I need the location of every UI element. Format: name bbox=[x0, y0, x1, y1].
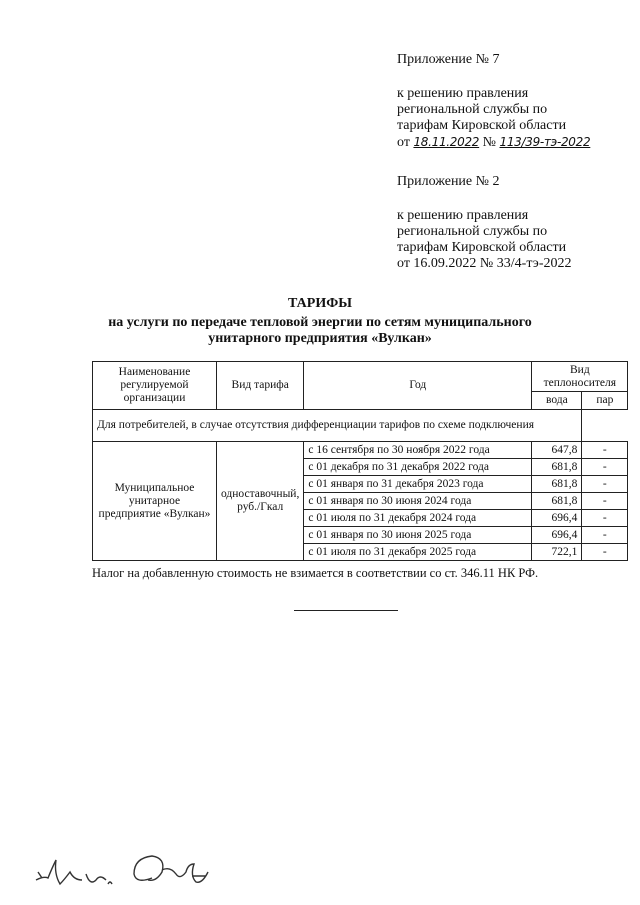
divider-line bbox=[294, 610, 398, 611]
doc-subtitle-line-1: на услуги по передаче тепловой энергии по сетям муниципального bbox=[108, 315, 532, 330]
water-value-cell: 681,8 bbox=[532, 476, 582, 493]
appendix-7-line-2: региональной службы по bbox=[397, 102, 548, 117]
appendix-2-line-4: от 16.09.2022 № 33/4-тэ-2022 bbox=[397, 256, 572, 271]
table-subheader: Для потребителей, в случае отсутствия дифференциации тарифов по схеме подключения bbox=[93, 410, 582, 442]
appendix-7-title: Приложение № 7 bbox=[397, 52, 500, 67]
appendix-2-line-1: к решению правления bbox=[397, 208, 529, 223]
period-cell: с 01 декабря по 31 декабря 2022 года bbox=[304, 459, 532, 476]
tariff-type-cell: одноставочный, руб./Гкал bbox=[217, 442, 304, 561]
appendix-2-line-2: региональной службы по bbox=[397, 224, 548, 239]
appendix-7-line-1: к решению правления bbox=[397, 86, 529, 101]
header-carrier: Вид теплоносителя bbox=[532, 362, 628, 392]
header-year: Год bbox=[304, 362, 532, 410]
steam-value-cell: - bbox=[582, 544, 628, 561]
vat-note: Налог на добавленную стоимость не взимается в соответствии со ст. 346.11 НК РФ. bbox=[92, 566, 539, 580]
table-subheader-row bbox=[93, 410, 628, 442]
table-header-row bbox=[93, 362, 628, 392]
header-water: вода bbox=[532, 392, 582, 410]
doc-title: ТАРИФЫ bbox=[288, 296, 352, 311]
appendix-2-title: Приложение № 2 bbox=[397, 174, 500, 189]
header-steam: пар bbox=[582, 392, 628, 410]
water-value-cell: 681,8 bbox=[532, 459, 582, 476]
period-cell: с 01 января по 30 июня 2024 года bbox=[304, 493, 532, 510]
date-prefix: от bbox=[397, 135, 414, 150]
steam-value-cell: - bbox=[582, 527, 628, 544]
water-value-cell: 696,4 bbox=[532, 527, 582, 544]
signature-marks bbox=[30, 850, 220, 900]
tariff-table bbox=[92, 361, 628, 561]
org-name-cell: Муниципальное унитарное предприятие «Вулкан» bbox=[93, 442, 217, 561]
water-value-cell: 722,1 bbox=[532, 544, 582, 561]
appendix-7-date-line bbox=[397, 134, 590, 151]
signature-initials-2 bbox=[134, 856, 208, 882]
header-tariff-type: Вид тарифа bbox=[217, 362, 304, 410]
water-value-cell: 696,4 bbox=[532, 510, 582, 527]
steam-value-cell: - bbox=[582, 442, 628, 459]
period-cell: с 01 июля по 31 декабря 2024 года bbox=[304, 510, 532, 527]
steam-value-cell: - bbox=[582, 459, 628, 476]
period-cell: с 01 января по 31 декабря 2023 года bbox=[304, 476, 532, 493]
steam-value-cell: - bbox=[582, 476, 628, 493]
steam-value-cell: - bbox=[582, 493, 628, 510]
appendix-2-line-3: тарифам Кировской области bbox=[397, 240, 567, 255]
doc-subtitle-line-2: унитарного предприятия «Вулкан» bbox=[208, 331, 432, 346]
signature-initials-1 bbox=[36, 860, 112, 884]
appendix-2-block bbox=[397, 174, 571, 272]
handwritten-number: 113/39-тэ-2022 bbox=[499, 135, 591, 149]
water-value-cell: 681,8 bbox=[532, 493, 582, 510]
header-org: Наименование регулируемой организации bbox=[93, 362, 217, 410]
water-value-cell: 647,8 bbox=[532, 442, 582, 459]
table-row bbox=[93, 442, 628, 459]
handwritten-date: 18.11.2022 bbox=[413, 135, 480, 149]
steam-value-cell: - bbox=[582, 510, 628, 527]
period-cell: с 01 января по 30 июня 2025 года bbox=[304, 527, 532, 544]
period-cell: с 16 сентября по 30 ноября 2022 года bbox=[304, 442, 532, 459]
period-cell: с 01 июля по 31 декабря 2025 года bbox=[304, 544, 532, 561]
appendix-7-line-3: тарифам Кировской области bbox=[397, 118, 567, 133]
number-prefix: № bbox=[479, 135, 500, 150]
appendix-7-block bbox=[397, 52, 590, 151]
